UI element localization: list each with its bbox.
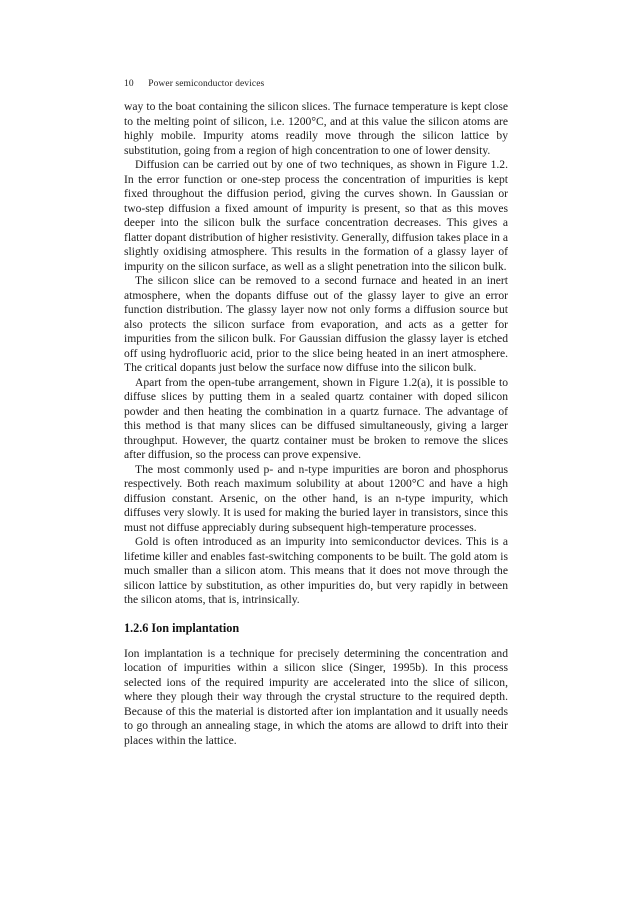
paragraph: The silicon slice can be removed to a second furnace and heated in an inert atmosphere, when the dopants diffuse out of the glassy layer to give an error function distribution. The glassy layer now not only forms a diffusion source but also protects the silicon surface from evaporation, and acts as a getter for impurities from the silicon bulk. For Gaussian diffusion the glassy layer is etched off using hydrofluoric acid, prior to the slice being heated in an inert atmosphere. The critical dopants just below the surface now diffuse into the silicon bulk. xyxy=(124,274,508,374)
running-head-title: Power semiconductor devices xyxy=(148,79,265,89)
paragraph: Gold is often introduced as an impurity into semiconductor devices. This is a lifetime killer and enables fast-switching components to be built. The gold atom is much smaller than a silicon atom. This means that it does not move through the silicon lattice by substitution, as other impurities do, but very rapidly in between the silicon atoms, that is, intrinsically. xyxy=(124,535,508,606)
section-heading xyxy=(124,621,508,635)
paragraph: Apart from the open-tube arrangement, shown in Figure 1.2(a), it is possible to diffuse slices by putting them in a sealed quartz container with doped silicon powder and then heating the combination in a quartz furnace. The advantage of this method is that many slices can be diffused simultaneously, giving a larger throughput. However, the quartz container must be broken to remove the slices after diffusion, so the process can prove expensive. xyxy=(124,375,508,461)
running-head xyxy=(124,79,264,89)
paragraph: The most commonly used p- and n-type impurities are boron and phosphorus respectively. Both reach maximum solubility at about 1200°C and have a high diffusion constant. Arsenic, on the other hand, is an n-type impurity, which diffuses very slowly. It is used for making the buried layer in transistors, since this must not diffuse appreciably during subsequent high-temperature processes. xyxy=(124,462,508,534)
section-title: Ion implantation xyxy=(151,620,240,635)
paragraph: Diffusion can be carried out by one of two techniques, as shown in Figure 1.2. In the error function or one-step process the concentration of impurities is kept fixed throughout the diffusion period, giving the curves shown. In Gaussian or two-step diffusion a fixed amount of impurity is present, so that as this moves deeper into the silicon bulk the surface concentration decreases. This gives a flatter dopant distribution of higher resistivity. Generally, diffusion takes place in a slightly oxidising atmosphere. This results in the formation of a glassy layer of impurity on the silicon surface, as well as a slight penetration into the silicon bulk. xyxy=(124,158,508,273)
paragraph: Ion implantation is a technique for precisely determining the concentration and location of impurities within a silicon slice (Singer, 1995b). In this process selected ions of the required impurity are accelerated into the slice of silicon, where they plough their way through the crystal structure to the required depth. Because of this the material is distorted after ion implantation and it usually needs to go through an annealing stage, in which the atoms are allowd to drift into their places within the lattice. xyxy=(124,646,508,747)
page-number: 10 xyxy=(124,79,134,89)
paragraph: way to the boat containing the silicon slices. The furnace temperature is kept close to the melting point of silicon, i.e. 1200°C, and at this value the silicon atoms are highly mobile. Impurity atoms readily move through the silicon lattice by substitution, going from a region of high concentration to one of lower density. xyxy=(124,100,508,157)
body-text xyxy=(124,100,508,748)
section-number: 1.2.6 xyxy=(124,620,149,635)
